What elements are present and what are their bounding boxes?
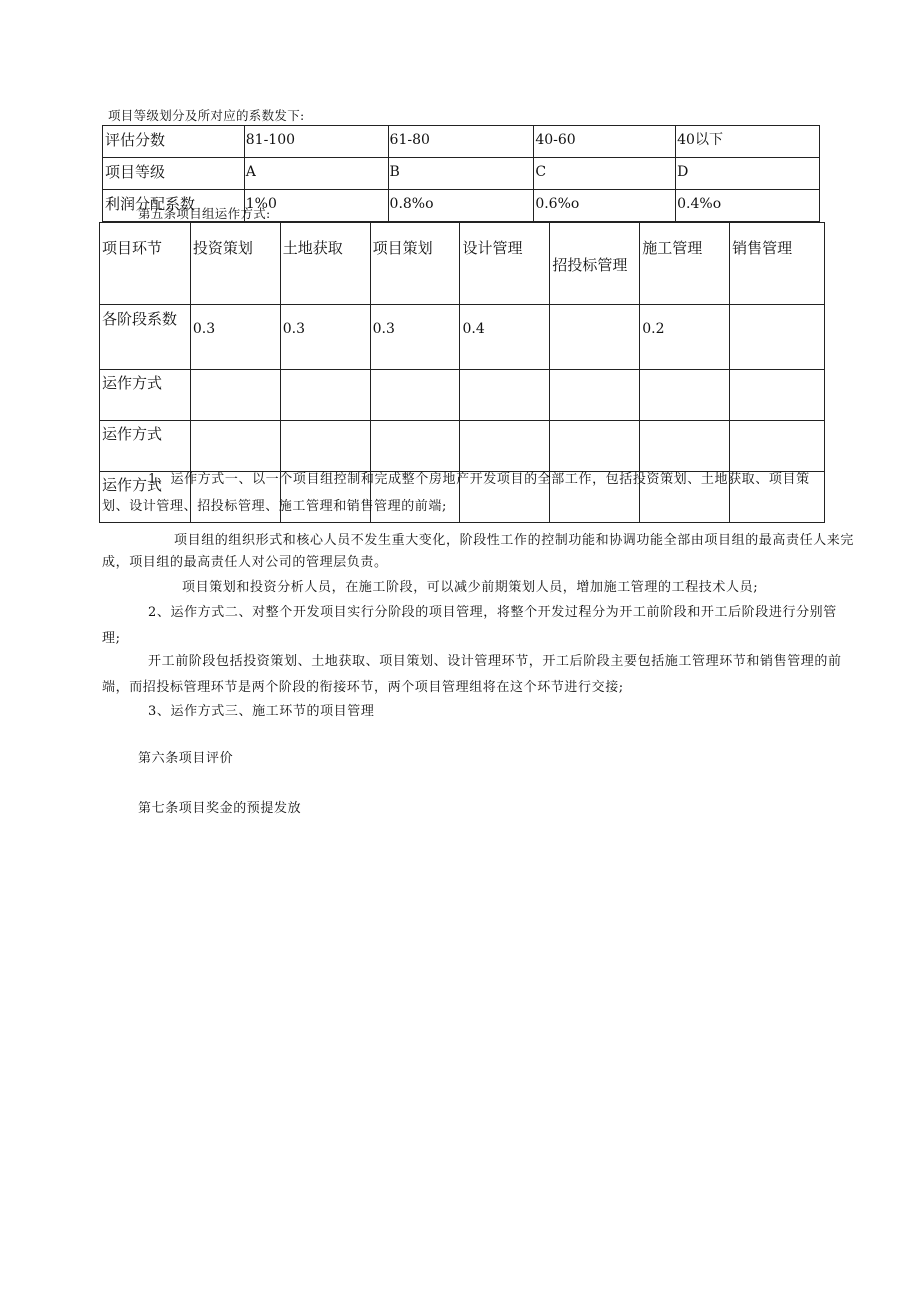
paragraph-1-line-1: 1、运作方式一、以一个项目组控制和完成整个房地产开发项目的全部工作，包括投资策划、土地获取、项目策 bbox=[148, 472, 810, 487]
row-label: 运作方式 bbox=[100, 421, 191, 472]
table-cell: D bbox=[676, 158, 820, 190]
table-row bbox=[100, 421, 825, 472]
table-cell bbox=[190, 370, 280, 421]
table-row bbox=[100, 370, 825, 421]
table-cell bbox=[460, 421, 550, 472]
table-cell bbox=[370, 421, 460, 472]
header-cell: 项目策划 bbox=[370, 223, 460, 305]
table-cell: 40-60 bbox=[534, 126, 676, 158]
table-row bbox=[103, 158, 820, 190]
paragraph-4-line-2: 理; bbox=[102, 631, 121, 646]
table-cell bbox=[730, 370, 825, 421]
article6-title: 第六条项目评价 bbox=[138, 751, 234, 766]
table-cell: 0.4%o bbox=[676, 190, 820, 222]
table-cell: 0.3 bbox=[370, 305, 460, 370]
table-cell bbox=[280, 370, 370, 421]
table-cell bbox=[370, 370, 460, 421]
table-cell bbox=[730, 305, 825, 370]
paragraph-2-line-1: 项目组的组织形式和核心人员不发生重大变化，阶段性工作的控制功能和协调功能全部由项目组的最高责任人来完 bbox=[174, 533, 855, 548]
row-label: 利润分配系数 bbox=[103, 190, 245, 222]
header-cell: 施工管理 bbox=[640, 223, 730, 305]
table-cell: 0.4 bbox=[460, 305, 550, 370]
table-row bbox=[103, 126, 820, 158]
table-cell: C bbox=[534, 158, 676, 190]
paragraph-3: 项目策划和投资分析人员，在施工阶段，可以减少前期策划人员，增加施工管理的工程技术人员; bbox=[182, 580, 759, 595]
table-cell bbox=[640, 421, 730, 472]
table-cell: 61-80 bbox=[388, 126, 534, 158]
row-label: 运作方式 bbox=[100, 472, 191, 523]
row-label: 项目等级 bbox=[103, 158, 245, 190]
paragraph-5-line-2: 端，而招投标管理环节是两个阶段的衔接环节，两个项目管理组将在这个环节进行交接; bbox=[102, 680, 624, 695]
article5-title: 第五条项目组运作方式: bbox=[138, 206, 271, 221]
table-cell bbox=[730, 421, 825, 472]
table-cell: 0.3 bbox=[190, 305, 280, 370]
table-cell: 0.3 bbox=[280, 305, 370, 370]
table-cell: 0.2 bbox=[640, 305, 730, 370]
paragraph-2-line-2: 成，项目组的最高责任人对公司的管理层负责。 bbox=[102, 555, 388, 570]
table-cell bbox=[640, 370, 730, 421]
header-cell: 招投标管理 bbox=[550, 223, 640, 305]
paragraph-5-line-1: 开工前阶段包括投资策划、土地获取、项目策划、设计管理环节，开工后阶段主要包括施工管理环节和销售管理的前 bbox=[148, 654, 842, 669]
paragraph-4-line-1: 2、运作方式二、对整个开发项目实行分阶段的项目管理，将整个开发过程分为开工前阶段和开工后阶段进行分别管 bbox=[148, 605, 837, 620]
table-cell: 81-100 bbox=[244, 126, 388, 158]
table-cell bbox=[280, 421, 370, 472]
table-cell: 1%0 bbox=[244, 190, 388, 222]
table-cell bbox=[190, 421, 280, 472]
paragraph-6: 3、运作方式三、施工环节的项目管理 bbox=[148, 704, 375, 719]
table-cell: 0.8%o bbox=[388, 190, 534, 222]
header-cell: 项目环节 bbox=[100, 223, 191, 305]
table-cell: A bbox=[244, 158, 388, 190]
row-label: 评估分数 bbox=[103, 126, 245, 158]
paragraph-1-line-2: 划、设计管理、招投标管理、施工管理和销售管理的前端; bbox=[102, 499, 447, 514]
table-cell: 0.6%o bbox=[534, 190, 676, 222]
table-row bbox=[100, 223, 825, 305]
table-cell bbox=[550, 370, 640, 421]
header-cell: 投资策划 bbox=[190, 223, 280, 305]
row-label: 各阶段系数 bbox=[100, 305, 191, 370]
header-cell: 销售管理 bbox=[730, 223, 825, 305]
table-cell: 40以下 bbox=[676, 126, 820, 158]
article7-title: 第七条项目奖金的预提发放 bbox=[138, 801, 302, 816]
header-cell: 设计管理 bbox=[460, 223, 550, 305]
table-row bbox=[100, 305, 825, 370]
intro-line: 项目等级划分及所对应的系数发下: bbox=[108, 108, 305, 123]
table-cell bbox=[550, 305, 640, 370]
row-label: 运作方式 bbox=[100, 370, 191, 421]
table-cell: B bbox=[388, 158, 534, 190]
table-cell bbox=[550, 421, 640, 472]
header-cell: 土地获取 bbox=[280, 223, 370, 305]
table-cell bbox=[460, 370, 550, 421]
